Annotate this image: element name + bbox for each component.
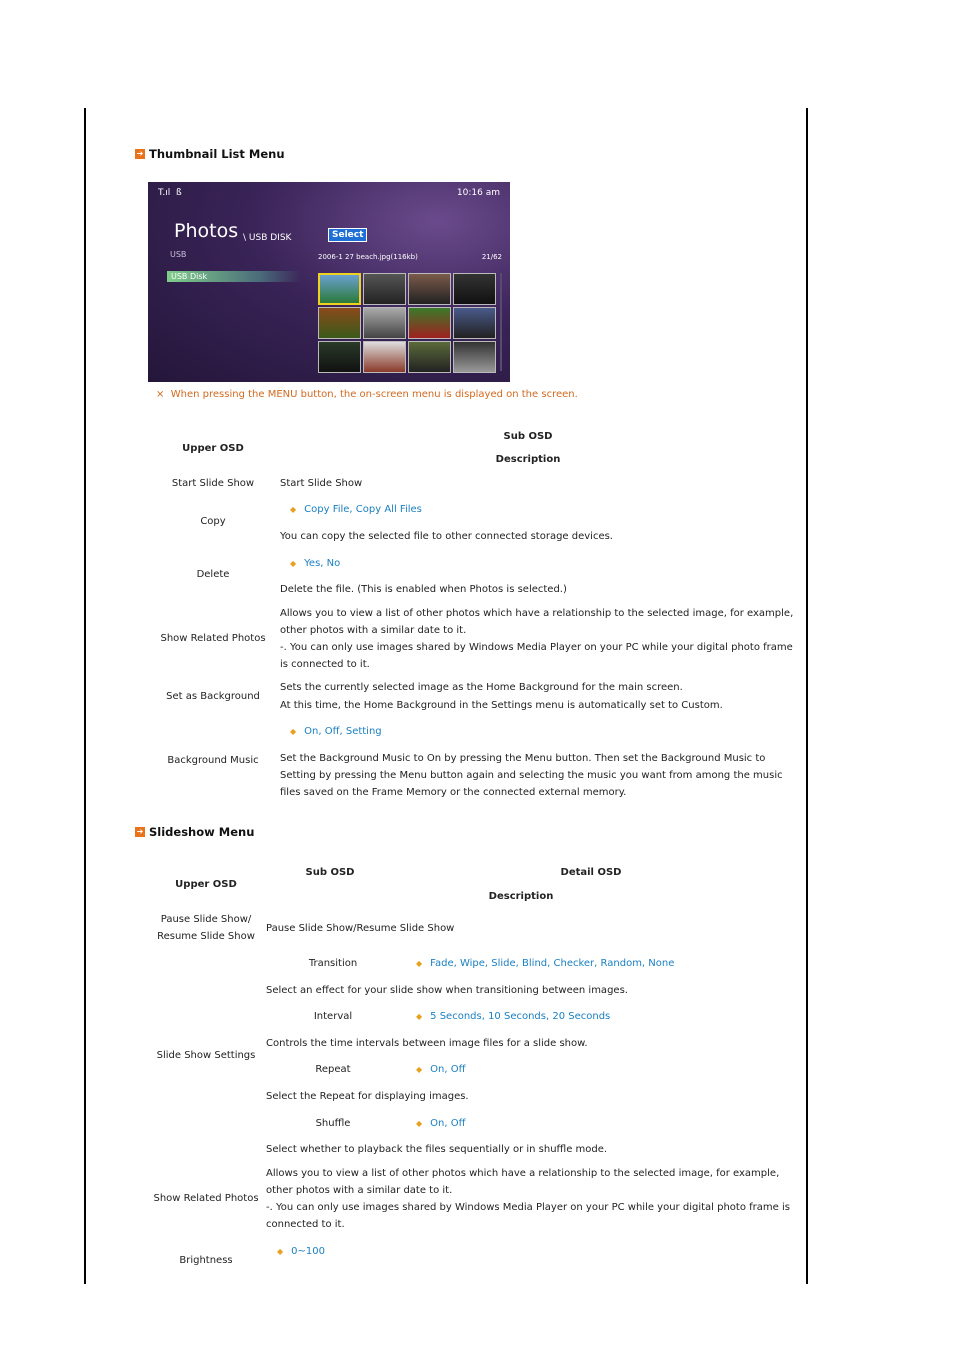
header-sub-osd: Sub OSD (305, 867, 355, 878)
thumbnail (408, 341, 451, 373)
detail-options (416, 1008, 610, 1025)
row-upper: Brightness (179, 1255, 233, 1266)
row-upper: Resume Slide Show (157, 931, 255, 942)
row-desc: Delete the file. (This is enabled when Photos is selected.) (280, 584, 567, 595)
row-desc: other photos with a similar date to it. (266, 1185, 453, 1196)
status-bar (158, 188, 500, 202)
row-desc: Allows you to view a list of other photos which have a relationship to the selected image, for example, (280, 608, 794, 619)
bullet-icon: ◆ (277, 1247, 284, 1256)
screen-usb-label: USB (170, 250, 187, 259)
detail-options (277, 1243, 325, 1260)
options-text: 0~100 (291, 1246, 325, 1257)
header-sub-osd: Sub OSD (503, 431, 553, 442)
thumbnail (363, 307, 406, 339)
row-desc: other photos with a similar date to it. (280, 625, 467, 636)
row-options (290, 501, 422, 518)
row-desc: connected to it. (266, 1219, 345, 1230)
options-text: Fade, Wipe, Slide, Blind, Checker, Random, None (430, 958, 675, 969)
row-upper: Copy (200, 516, 226, 527)
screenshot-image (148, 182, 510, 382)
row-desc: -. You can only use images shared by Windows Media Player on your PC while your digital photo frame is (266, 1202, 790, 1213)
row-desc: is connected to it. (280, 659, 370, 670)
sub-osd: Shuffle (315, 1118, 351, 1129)
bullet-icon: ◆ (416, 959, 423, 968)
row-desc: -. You can only use images shared by Windows Media Player on your PC while your digital photo frame (280, 642, 793, 653)
header-detail-osd: Detail OSD (560, 867, 622, 878)
section-title-thumbnail (135, 147, 285, 161)
row-desc: Select whether to playback the files sequentially or in shuffle mode. (266, 1144, 608, 1155)
header-description: Description (495, 454, 561, 465)
section-title-text: Thumbnail List Menu (149, 147, 285, 161)
note (156, 386, 578, 403)
screen-heading: Photos (174, 220, 239, 242)
row-upper: Pause Slide Show/ (160, 914, 252, 925)
bullet-icon: ◆ (290, 727, 297, 736)
row-options (290, 555, 340, 572)
bullet-icon: ◆ (290, 559, 297, 568)
row-upper: Start Slide Show (171, 478, 255, 489)
screen-count: 21/62 (481, 253, 502, 261)
row-upper: Show Related Photos (160, 633, 266, 644)
row-desc: Sets the currently selected image as the Home Background for the main screen. (280, 682, 683, 693)
screen-file: 2006-1 27 beach.jpg(116kb) (318, 253, 418, 261)
row-desc: Start Slide Show (280, 478, 363, 489)
thumbnail (318, 307, 361, 339)
row-desc: You can copy the selected file to other connected storage devices. (280, 531, 613, 542)
thumbnail (318, 341, 361, 373)
section-title-slideshow (135, 825, 254, 839)
row-desc: Setting by pressing the Menu button again and selecting the music you want from among the music (280, 770, 783, 781)
status-time: 10:16 am (456, 188, 500, 198)
options-text: Copy File, Copy All Files (304, 504, 422, 515)
thumbnail (363, 273, 406, 305)
thumbnail (408, 307, 451, 339)
options-text: 5 Seconds, 10 Seconds, 20 Seconds (430, 1011, 611, 1022)
bullet-icon: ◆ (416, 1012, 423, 1021)
arrow-right-icon: ➔ (136, 827, 144, 836)
left-border (84, 108, 86, 1284)
thumbnail (408, 273, 451, 305)
detail-options (416, 1115, 465, 1132)
row-upper: Show Related Photos (153, 1193, 259, 1204)
bullet-icon: ◆ (416, 1119, 423, 1128)
options-text: Yes, No (304, 558, 341, 569)
select-callout: Select (328, 228, 367, 242)
row-upper: Background Music (167, 755, 259, 766)
header-upper-osd: Upper OSD (175, 879, 237, 890)
arrow-right-icon: ➔ (136, 149, 144, 158)
signal-icon: T.ıl ß (158, 188, 182, 198)
sub-osd: Repeat (315, 1064, 351, 1075)
screen-path: \ USB DISK (243, 233, 292, 243)
screen-usb-disk: USB Disk (167, 271, 301, 282)
thumbnail (453, 273, 496, 305)
options-text: On, Off, Setting (304, 726, 382, 737)
bullet-icon: ◆ (290, 505, 297, 514)
sub-osd: Transition (308, 958, 358, 969)
thumbnail (453, 341, 496, 373)
row-desc: Pause Slide Show/Resume Slide Show (266, 923, 455, 934)
row-upper: Slide Show Settings (156, 1050, 256, 1061)
row-upper: Set as Background (166, 691, 260, 702)
bullet-icon: ◆ (416, 1065, 423, 1074)
thumbnail (363, 341, 406, 373)
header-upper-osd: Upper OSD (182, 443, 244, 454)
detail-options (416, 955, 674, 972)
row-desc: Allows you to view a list of other photos which have a relationship to the selected image, for example, (266, 1168, 780, 1179)
row-desc: At this time, the Home Background in the Settings menu is automatically set to Custom. (280, 700, 723, 711)
section-title-text: Slideshow Menu (149, 825, 255, 839)
note-icon: ⨯ (156, 389, 165, 400)
detail-options (416, 1061, 465, 1078)
thumbnail (453, 307, 496, 339)
right-border (806, 108, 808, 1284)
thumbnail (318, 273, 361, 305)
row-desc: Set the Background Music to On by pressing the Menu button. Then set the Background Music to (280, 753, 766, 764)
row-desc: Controls the time intervals between image files for a slide show. (266, 1038, 588, 1049)
thumbnail-grid (318, 273, 496, 373)
row-desc: files saved on the Frame Memory or the connected external memory. (280, 787, 627, 798)
screen-scrollbar (500, 273, 502, 371)
options-text: On, Off (430, 1118, 466, 1129)
row-desc: Select an effect for your slide show when transitioning between images. (266, 985, 628, 996)
sub-osd: Interval (313, 1011, 353, 1022)
row-upper: Delete (196, 569, 230, 580)
options-text: On, Off (430, 1064, 466, 1075)
row-options (290, 723, 382, 740)
row-desc: Select the Repeat for displaying images. (266, 1091, 469, 1102)
header-description: Description (488, 891, 554, 902)
note-text: When pressing the MENU button, the on-screen menu is displayed on the screen. (170, 389, 578, 400)
